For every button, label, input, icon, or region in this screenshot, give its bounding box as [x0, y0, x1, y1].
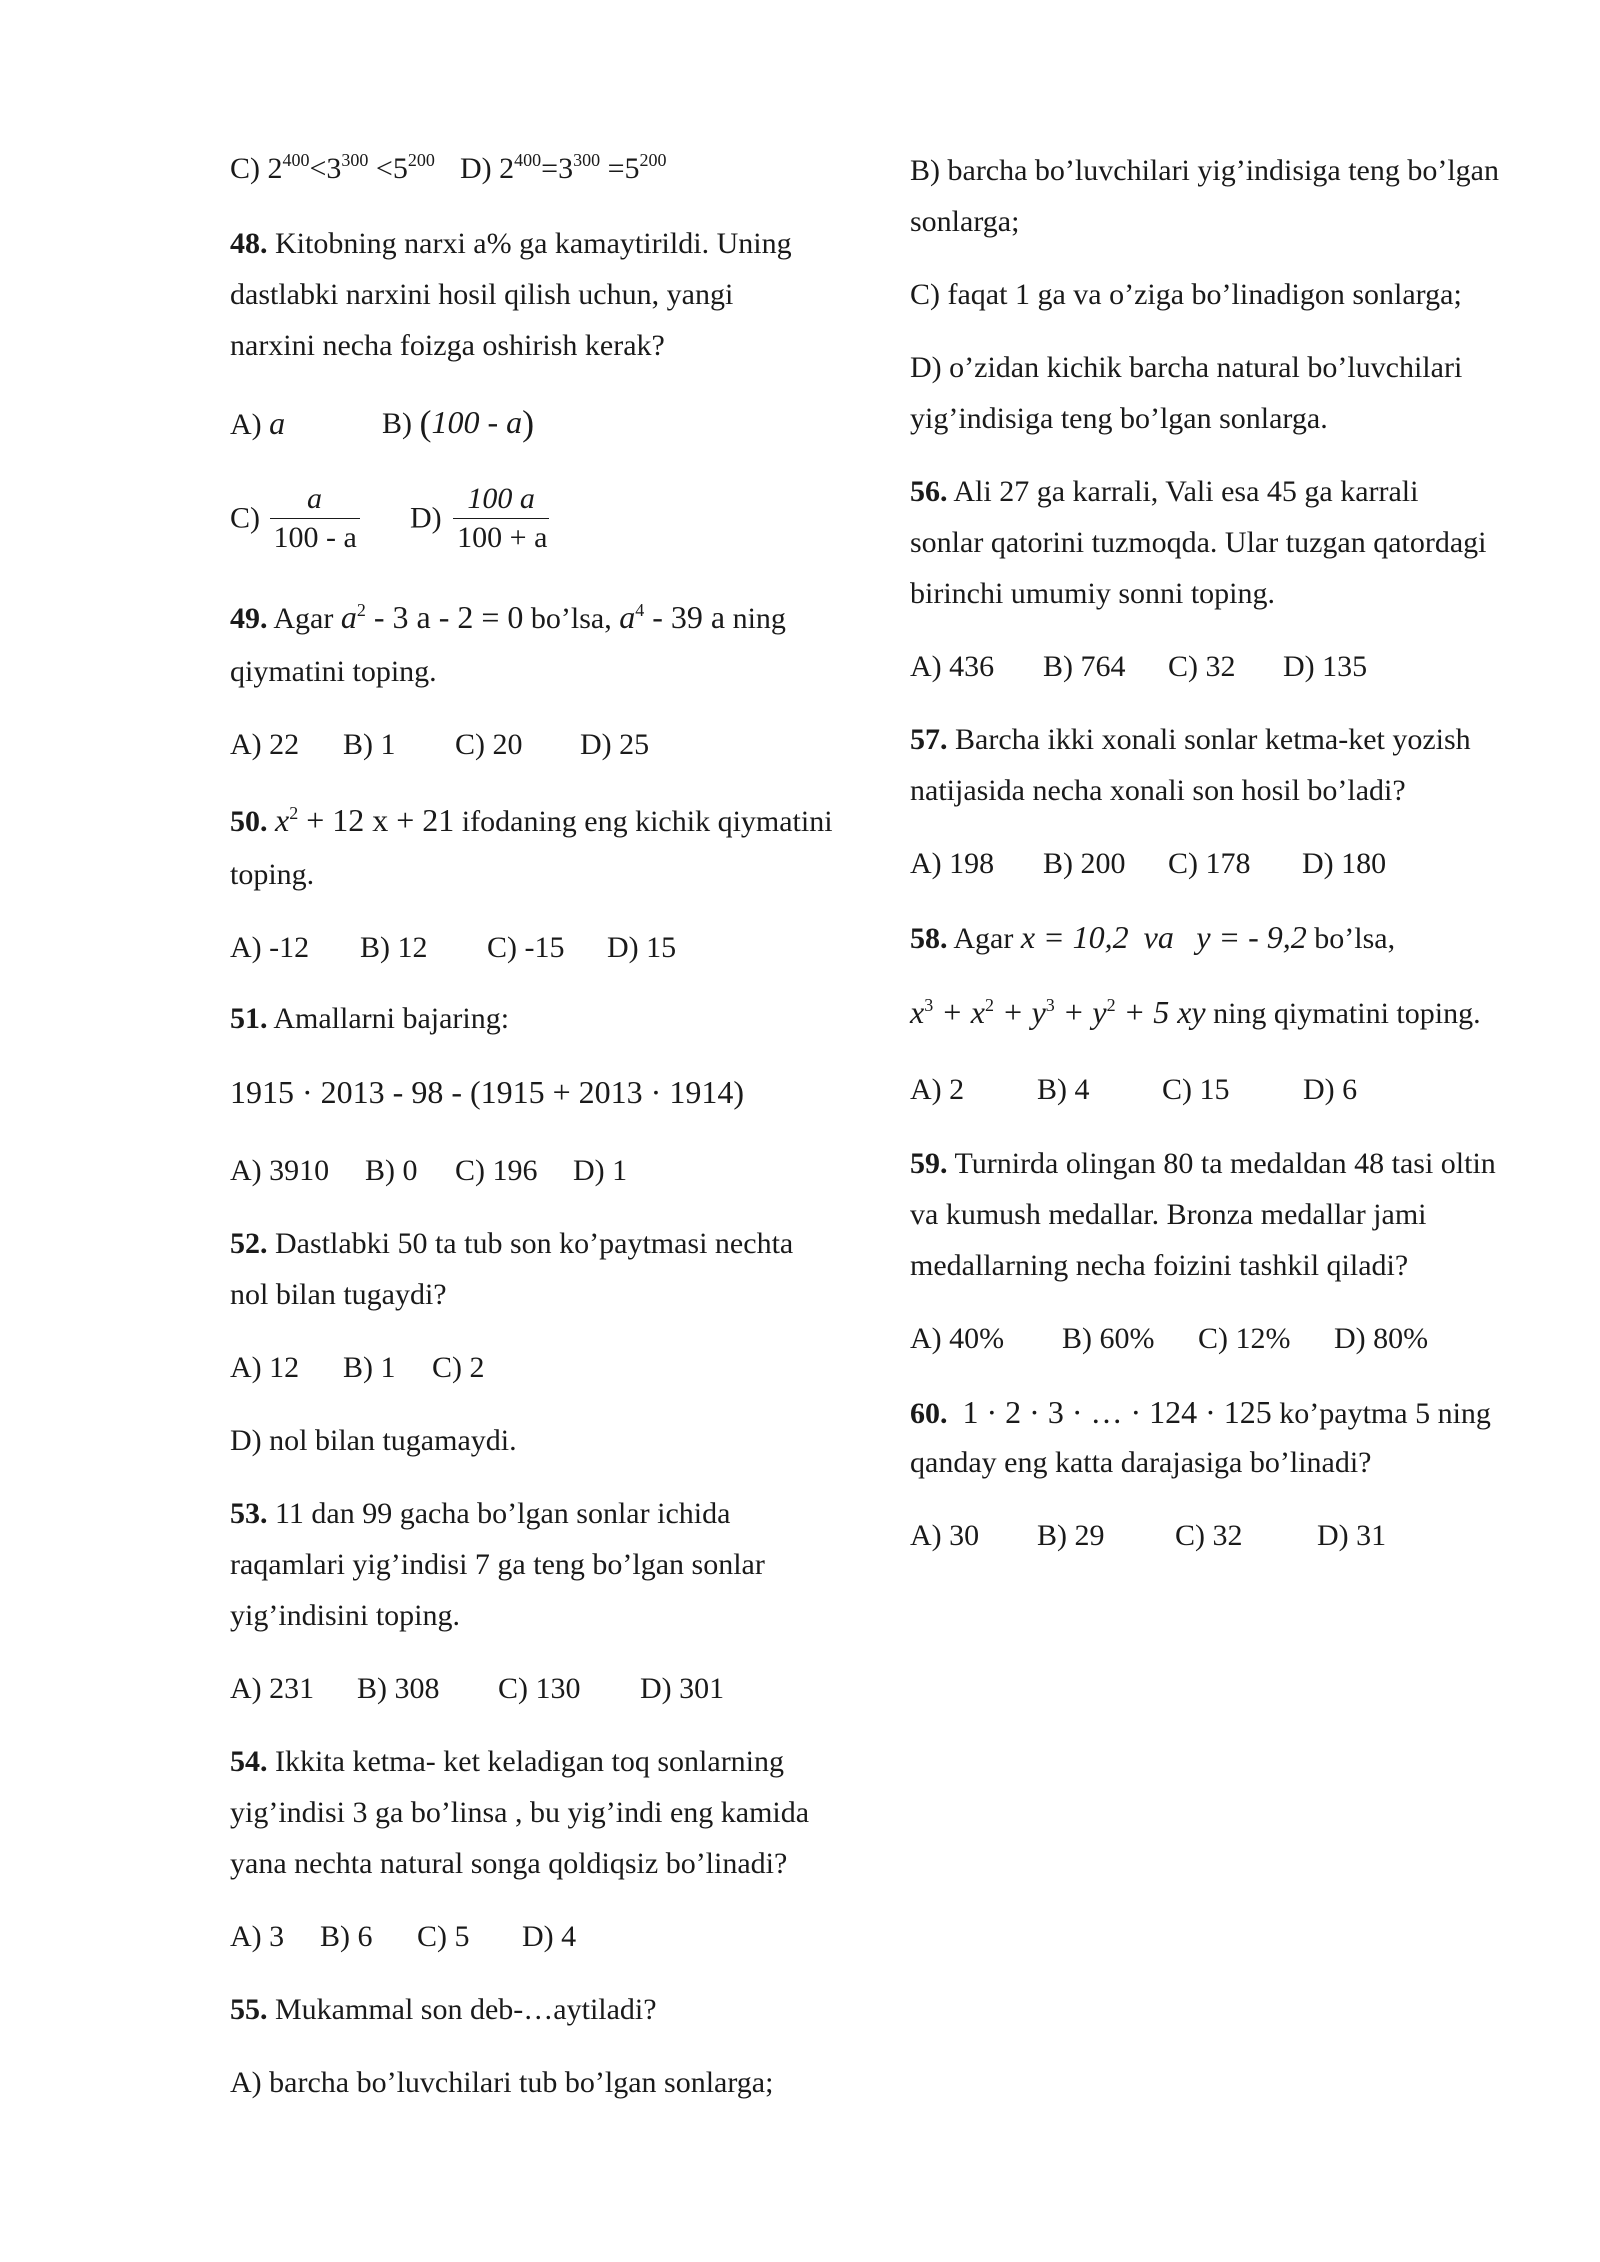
q58-exp-3b: 3: [1045, 995, 1055, 1015]
q50-line-1: [230, 804, 833, 837]
q57-text-1: Barcha ikki xonali sonlar ketma-ket yozish: [955, 723, 1471, 756]
q47c-exp3: 200: [407, 150, 435, 170]
q60-expression: 1 · 2 · 3 · … · 124 · 125: [962, 1394, 1272, 1430]
q60-line-1: [910, 1396, 1491, 1429]
q58-expr-x2: + x: [933, 994, 985, 1030]
q53-option-c[interactable]: C) 130: [498, 1672, 581, 1705]
q50-exp: 2: [289, 803, 299, 823]
q60-option-c[interactable]: C) 32: [1175, 1519, 1243, 1552]
q58-text3: ning qiymatini toping.: [1205, 997, 1481, 1030]
q48-text-1: Kitobning narxi a% ga kamaytirildi. Uning: [275, 227, 792, 260]
q47d-mid1: =3: [541, 152, 574, 185]
q48b-rparen: ): [522, 403, 535, 443]
q50-option-d[interactable]: D) 15: [607, 931, 677, 964]
q51-option-a[interactable]: A) 3910: [230, 1154, 330, 1187]
q50-option-a[interactable]: A) -12: [230, 931, 310, 964]
q59-line-1: [910, 1149, 1496, 1179]
q56-text-1: Ali 27 ga karrali, Vali esa 45 ga karrali: [953, 475, 1419, 508]
q48-line-1: [230, 229, 792, 259]
q59-line-3: medallarning necha foizini tashkil qiladi?: [910, 1249, 1409, 1282]
q49-text3: ning: [725, 602, 786, 635]
q49-option-c[interactable]: C) 20: [455, 728, 523, 761]
q47-answer-c: [230, 150, 435, 185]
q55-option-d-line-1[interactable]: D) o’zidan kichik barcha natural bo’luvchilari: [910, 351, 1463, 384]
q55-text: Mukammal son deb-…aytiladi?: [267, 1993, 657, 2026]
q56-option-b[interactable]: B) 764: [1043, 650, 1126, 683]
q51-expression: 1915 · 2013 - 98 - (1915 + 2013 · 1914): [230, 1074, 744, 1110]
q58-number: 58.: [910, 922, 948, 955]
q50-line-2: toping.: [230, 858, 315, 891]
q52-text-1: Dastlabki 50 ta tub son ko’paytmasi nechta: [275, 1227, 794, 1260]
q47d-mid2: =5: [600, 152, 640, 185]
q48b-value: 100 - a: [431, 404, 523, 440]
q53-option-a[interactable]: A) 231: [230, 1672, 315, 1705]
q52-option-b[interactable]: B) 1: [343, 1351, 396, 1384]
q48-line-2: dastlabki narxini hosil qilish uchun, yangi: [230, 278, 734, 311]
q57-number: 57.: [910, 723, 948, 756]
q54-line-2: yig’indisi 3 ga bo’linsa , bu yig’indi eng kamida: [230, 1796, 810, 1829]
q55-option-b-line-2: sonlarga;: [910, 205, 1020, 238]
q56-option-c[interactable]: C) 32: [1168, 650, 1236, 683]
q50-number: 50.: [230, 805, 268, 838]
q49-eq-var: a: [340, 599, 357, 635]
q50-text: ifodaning eng kichik qiymatini: [454, 805, 833, 838]
q48-number: 48.: [230, 227, 268, 260]
q51-line-1: [230, 1004, 509, 1034]
q54-option-c[interactable]: C) 5: [417, 1920, 470, 1953]
q52-line-1: [230, 1229, 793, 1259]
q54-text-1: Ikkita ketma- ket keladigan toq sonlarning: [275, 1745, 785, 1778]
q48-answer-b: [382, 403, 535, 443]
q51-option-d[interactable]: D) 1: [573, 1154, 628, 1187]
q49-option-a[interactable]: A) 22: [230, 728, 300, 761]
q48c-fraction: [270, 484, 360, 553]
q59-option-d[interactable]: D) 80%: [1334, 1322, 1429, 1355]
q51-option-b[interactable]: B) 0: [365, 1154, 418, 1187]
q54-line-3: yana nechta natural songa qoldiqsiz bo’linadi?: [230, 1847, 788, 1880]
q55-option-c[interactable]: C) faqat 1 ga va o’ziga bo’linadigon sonlarga;: [910, 278, 1462, 311]
q47c-exp2: 300: [341, 150, 369, 170]
q52-line-2: nol bilan tugaydi?: [230, 1278, 447, 1311]
q47d-exp2: 300: [573, 150, 601, 170]
q50-option-c[interactable]: C) -15: [487, 931, 565, 964]
q60-text: ko’paytma 5 ning: [1271, 1397, 1491, 1430]
q55-line-1: [230, 1995, 657, 2025]
q49-equation: - 3 a - 2 = 0: [365, 599, 524, 635]
q48d-fraction: [453, 484, 549, 553]
q47d-exp3: 200: [639, 150, 667, 170]
q47d-label: D) 2: [460, 152, 515, 185]
q48d-label: D): [410, 501, 450, 535]
q54-option-a[interactable]: A) 3: [230, 1920, 285, 1953]
q53-line-1: [230, 1499, 730, 1529]
q49-eq-exp: 2: [356, 600, 366, 620]
q58-option-b[interactable]: B) 4: [1037, 1073, 1090, 1106]
q54-option-b[interactable]: B) 6: [320, 1920, 373, 1953]
q50-expression: + 12 x + 21: [298, 802, 455, 838]
q48-answer-d: [410, 484, 549, 553]
q49-line-1: [230, 601, 786, 634]
q48c-numerator: a: [307, 482, 322, 515]
q60-option-b[interactable]: B) 29: [1037, 1519, 1105, 1552]
q59-number: 59.: [910, 1147, 948, 1180]
q49-option-b[interactable]: B) 1: [343, 728, 396, 761]
q53-option-d[interactable]: D) 301: [640, 1672, 725, 1705]
q47c-exp1: 400: [282, 150, 310, 170]
q58-text1: Agar: [947, 922, 1021, 955]
q49-number: 49.: [230, 602, 268, 635]
q47c-mid2: <5: [368, 152, 408, 185]
q58-exp-2b: 2: [1106, 995, 1116, 1015]
q48a-value: a: [269, 405, 286, 441]
q52-option-a[interactable]: A) 12: [230, 1351, 300, 1384]
q55-number: 55.: [230, 1993, 268, 2026]
q56-option-a[interactable]: A) 436: [910, 650, 995, 683]
q58-line-1: [910, 921, 1395, 954]
q59-option-a[interactable]: A) 40%: [910, 1322, 1005, 1355]
q57-option-c[interactable]: C) 178: [1168, 847, 1251, 880]
q58-exp-2a: 2: [985, 995, 994, 1015]
q49-expr-var: a: [619, 599, 636, 635]
q58-va: va: [1143, 919, 1174, 955]
q51-option-c[interactable]: C) 196: [455, 1154, 538, 1187]
q50-option-b[interactable]: B) 12: [360, 931, 428, 964]
q55-option-b-line-1[interactable]: B) barcha bo’luvchilari yig’indisiga teng bo’lgan: [910, 154, 1499, 187]
q58-option-c[interactable]: C) 15: [1162, 1073, 1230, 1106]
q58-option-d[interactable]: D) 6: [1303, 1073, 1358, 1106]
q58-line-2: [910, 996, 1481, 1029]
q49-expression: - 39 a: [644, 599, 726, 635]
q53-line-2: raqamlari yig’indisi 7 ga teng bo’lgan sonlar: [230, 1548, 765, 1581]
q57-line-1: [910, 725, 1471, 755]
q48d-denominator: 100 + a: [453, 518, 549, 553]
q52-option-d[interactable]: D) nol bilan tugamaydi.: [230, 1424, 517, 1457]
q58-y-value: y = - 9,2: [1196, 919, 1307, 955]
q54-number: 54.: [230, 1745, 268, 1778]
q48-answer-c: [230, 484, 360, 553]
q56-option-d[interactable]: D) 135: [1283, 650, 1368, 683]
q56-line-3: birinchi umumiy sonni toping.: [910, 577, 1275, 610]
q49-text1: Agar: [267, 602, 341, 635]
q54-line-1: [230, 1747, 784, 1777]
q47c-mid1: <3: [309, 152, 342, 185]
q52-option-c[interactable]: C) 2: [432, 1351, 485, 1384]
q55-option-d-line-2: yig’indisiga teng bo’lgan sonlarga.: [910, 402, 1328, 435]
q52-number: 52.: [230, 1227, 268, 1260]
q48b-lparen: (: [419, 403, 432, 443]
q56-line-1: [910, 477, 1418, 507]
q53-option-b[interactable]: B) 308: [357, 1672, 440, 1705]
q57-option-b[interactable]: B) 200: [1043, 847, 1126, 880]
q60-line-2: qanday eng katta darajasiga bo’linadi?: [910, 1446, 1372, 1479]
q59-line-2: va kumush medallar. Bronza medallar jami: [910, 1198, 1427, 1231]
q57-line-2: natijasida necha xonali son hosil bo’ladi?: [910, 774, 1406, 807]
q58-expr-x3: x: [910, 994, 925, 1030]
q58-text2: bo’lsa,: [1306, 922, 1396, 955]
q48-answer-a: [230, 407, 285, 440]
q58-expr-xy: + 5 xy: [1115, 994, 1206, 1030]
q51-number: 51.: [230, 1002, 268, 1035]
q58-expr-y3: + y: [994, 994, 1046, 1030]
q51-text: Amallarni bajaring:: [267, 1002, 510, 1035]
q49-option-d[interactable]: D) 25: [580, 728, 650, 761]
q56-line-2: sonlar qatorini tuzmoqda. Ular tuzgan qatordagi: [910, 526, 1487, 559]
q58-option-a[interactable]: A) 2: [910, 1073, 965, 1106]
q58-x-value: x = 10,2: [1020, 919, 1129, 955]
q58-expr-y2: + y: [1054, 994, 1107, 1030]
q60-number: 60.: [910, 1397, 948, 1430]
q59-option-b[interactable]: B) 60%: [1062, 1322, 1155, 1355]
q53-line-3: yig’indisini toping.: [230, 1599, 461, 1632]
q48b-label: B): [382, 407, 420, 440]
q60-option-a[interactable]: A) 30: [910, 1519, 980, 1552]
q60-option-d[interactable]: D) 31: [1317, 1519, 1387, 1552]
q53-text-1: 11 dan 99 gacha bo’lgan sonlar ichida: [275, 1497, 731, 1530]
q50-var: x: [275, 802, 290, 838]
q57-option-a[interactable]: A) 198: [910, 847, 995, 880]
q48c-denominator: 100 - a: [270, 518, 360, 553]
q47c-label: C) 2: [230, 152, 283, 185]
q54-option-d[interactable]: D) 4: [522, 1920, 577, 1953]
q49-text2: bo’lsa,: [523, 602, 620, 635]
q49-line-2: qiymatini toping.: [230, 655, 437, 688]
q53-number: 53.: [230, 1497, 268, 1530]
q49-expr-exp: 4: [635, 600, 645, 620]
q48c-label: C): [230, 501, 268, 535]
q47-answer-d: [460, 150, 667, 185]
q57-option-d[interactable]: D) 180: [1302, 847, 1387, 880]
q59-option-c[interactable]: C) 12%: [1198, 1322, 1291, 1355]
q56-number: 56.: [910, 475, 948, 508]
q58-exp-3a: 3: [924, 995, 934, 1015]
q48d-numerator: 100 a: [467, 482, 535, 515]
q59-text-1: Turnirda olingan 80 ta medaldan 48 tasi oltin: [954, 1147, 1496, 1180]
q47d-exp1: 400: [514, 150, 542, 170]
q48-line-3: narxini necha foizga oshirish kerak?: [230, 329, 665, 362]
q48a-label: A): [230, 408, 270, 441]
q55-option-a[interactable]: A) barcha bo’luvchilari tub bo’lgan sonlarga;: [230, 2066, 774, 2099]
